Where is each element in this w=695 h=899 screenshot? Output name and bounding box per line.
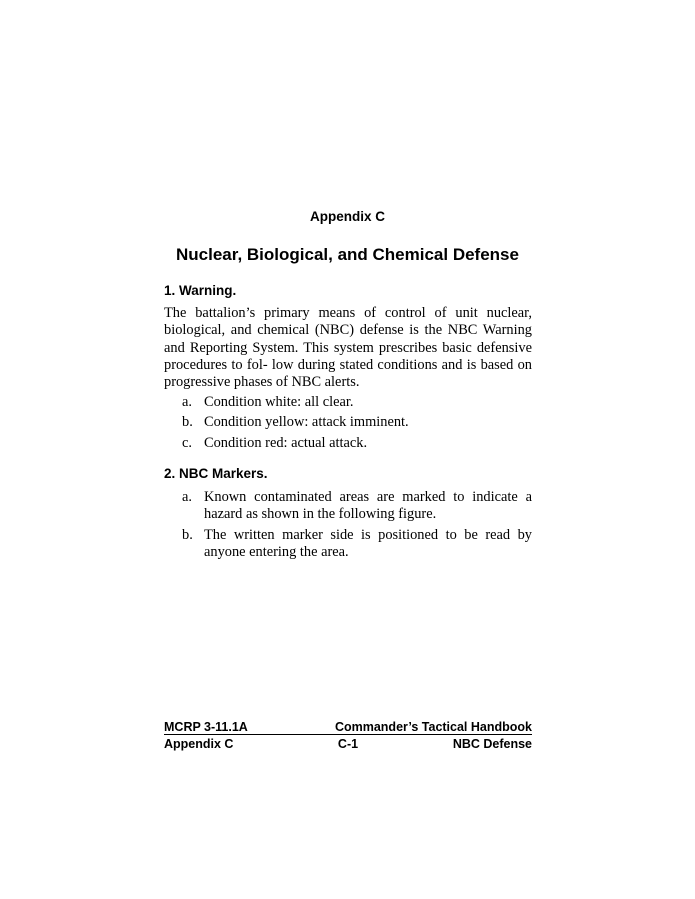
footer-subject: NBC Defense: [452, 737, 532, 751]
condition-list: [164, 394, 532, 452]
footer-publication: MCRP 3-11.1A: [164, 720, 248, 734]
footer-divider: [164, 734, 532, 735]
appendix-label: Appendix C: [309, 209, 385, 224]
list-item-text: Condition yellow: attack imminent.: [204, 414, 409, 431]
page-title: Nuclear, Biological, and Chemical Defense: [176, 245, 519, 264]
list-item-text: Condition red: actual attack.: [204, 434, 368, 451]
list-marker: b.: [182, 526, 193, 543]
list-marker: c.: [182, 434, 192, 451]
footer-handbook-title: Commander’s Tactical Handbook: [334, 720, 532, 734]
footer-bottom-row: [164, 737, 532, 752]
list-item-text: The written marker side is positioned to be read by anyone entering the area.: [204, 526, 532, 560]
section-heading-nbc-markers: 2. NBC Markers.: [164, 466, 268, 481]
list-item: [164, 435, 532, 452]
warning-paragraph: The battalion’s primary means of control of unit nuclear, biological, and chemical (NBC) defense is the NBC Warning and Reporting System. This system prescribes basic defensive procedures to fol- low during stated conditions and is based on progressive phases of NBC alerts.: [164, 305, 532, 391]
list-marker: a.: [182, 489, 192, 505]
list-item-text: Condition white: all clear.: [204, 394, 354, 410]
list-marker: b.: [182, 414, 193, 431]
list-item: [164, 527, 532, 562]
list-item: [164, 489, 532, 524]
footer-appendix: Appendix C: [164, 737, 234, 751]
section-heading-warning: 1. Warning.: [164, 283, 237, 298]
footer-top-row: [164, 720, 532, 735]
list-item: [164, 414, 532, 431]
list-item-text: Known contaminated areas are marked to indicate a hazard as shown in the following figure.: [204, 489, 532, 523]
list-marker: a.: [182, 394, 192, 410]
list-item: [164, 394, 532, 411]
page-number: C-1: [337, 737, 359, 751]
markers-list: [164, 489, 532, 561]
